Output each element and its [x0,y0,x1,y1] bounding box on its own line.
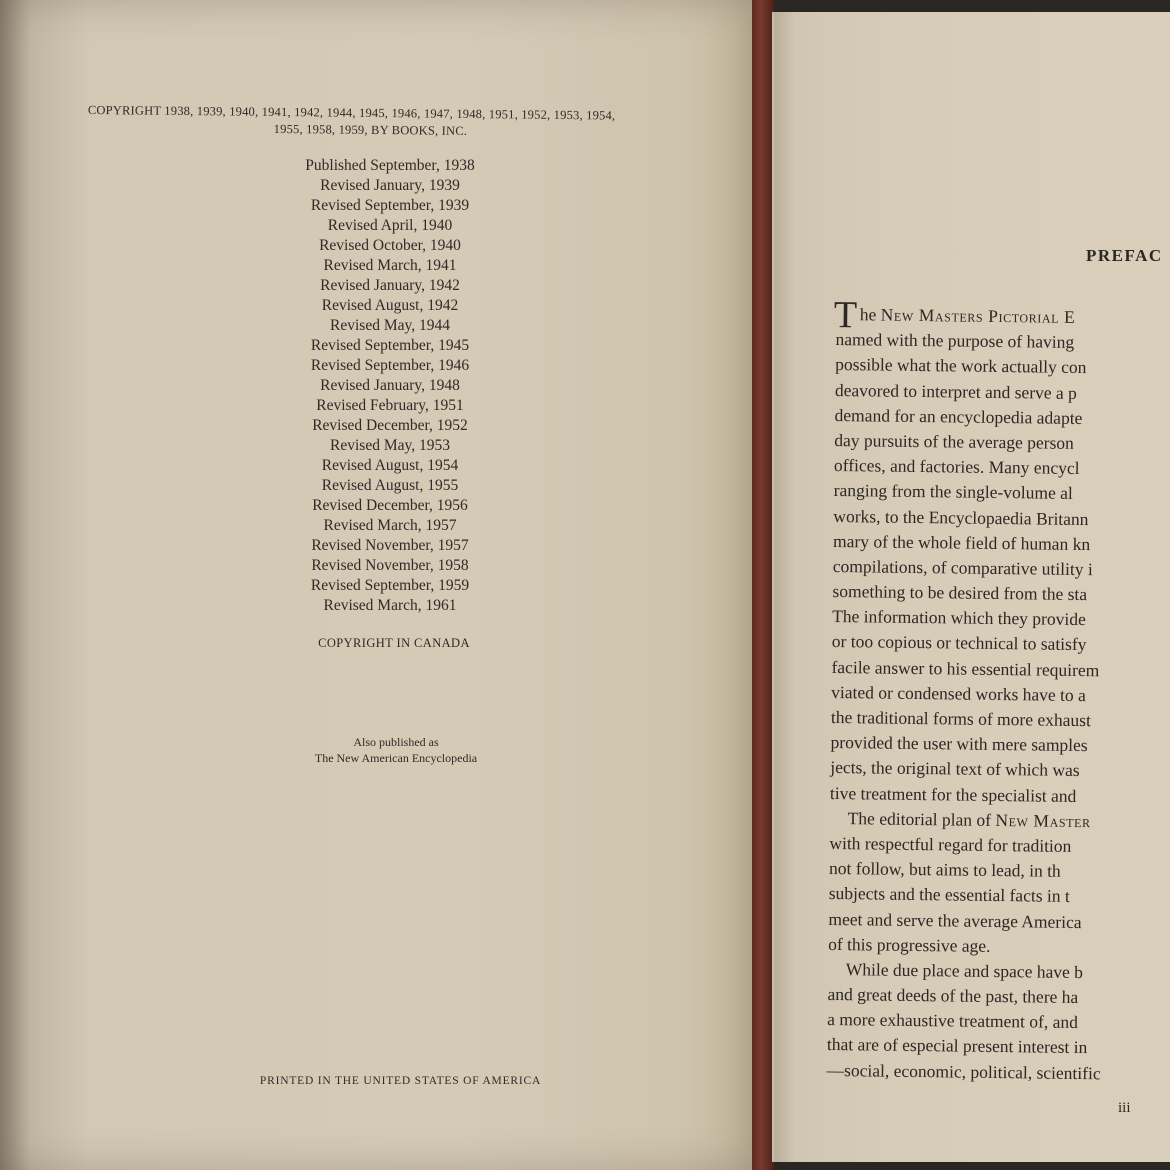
text-line: demand for an encyclopedia adapte [834,404,1083,428]
drop-cap: T [833,293,858,337]
revision-line: Revised December, 1952 [312,417,468,434]
revision-line: Revised September, 1939 [310,197,470,214]
revision-line: Revised May, 1953 [330,437,450,454]
text-line: meet and serve the average America [828,908,1082,932]
alternate-title: The New American Encyclopedia [314,751,478,765]
revision-line: Revised August, 1954 [321,457,459,474]
revision-line: Revised March, 1941 [323,257,457,274]
text-line: the traditional forms of more exhaust [830,706,1092,731]
revision-line: Revised September, 1945 [310,337,470,354]
text-line: not follow, but aims to lead, in th [828,858,1061,881]
text-line: a more exhaustive treatment of, and [827,1009,1079,1033]
revision-line: Revised March, 1957 [323,517,457,534]
copyright-canada: COPYRIGHT IN CANADA [318,636,470,650]
text-line: or too copious or technical to satisfy [831,631,1087,655]
revision-line: Revised January, 1939 [320,177,460,194]
text-line: possible what the work actually con [835,354,1087,378]
text-line: The information which they provide [832,606,1086,630]
text-line: tive treatment for the specialist and [829,782,1077,806]
text-line: named with the purpose of having [835,329,1075,353]
text-line: of this progressive age. [828,933,991,956]
revision-line: Revised August, 1955 [321,477,459,494]
printed-in-notice: PRINTED IN THE UNITED STATES OF AMERICA [259,1075,542,1087]
book-spine [752,0,774,1170]
text-line: that are of especial present interest in [826,1034,1088,1058]
copyright-line-2: 1955, 1958, 1959, BY BOOKS, INC. [273,121,468,138]
text-line: viated or condensed works have to a [831,681,1086,705]
paragraph-3 [826,982,1170,1087]
preface-heading: PREFAC [1086,246,1163,265]
revision-line: Revised September, 1946 [310,357,470,374]
text-line: jects, the original text of which was [830,757,1080,781]
text-line: with respectful regard for tradition [829,832,1072,856]
first-line-title: New Masters Pictorial E [880,304,1076,327]
also-published-label: Also published as [353,735,439,749]
paragraph-1 [830,327,1170,810]
revision-line: Revised August, 1942 [321,297,459,314]
revision-line: Revised January, 1942 [320,277,460,294]
revision-line: Revised December, 1956 [312,497,468,514]
text-line: works, to the Encyclopaedia Britann [833,505,1089,529]
revision-line: Published September, 1938 [305,157,475,174]
revision-line: Revised May, 1944 [330,317,450,334]
revision-line: Revised October, 1940 [319,237,461,254]
copyright-notice [88,102,688,142]
revision-line: Revised November, 1958 [311,557,469,574]
text-line: mary of the whole field of human kn [832,530,1091,554]
text-line: subjects and the essential facts in t [828,883,1070,907]
preface-first-line [833,293,1170,337]
revision-line: Revised November, 1957 [311,537,469,554]
revision-line: Revised September, 1959 [310,577,470,594]
text-line: day pursuits of the average person [834,429,1074,453]
preface-body [826,293,1170,1087]
revision-line: Revised April, 1940 [327,217,453,234]
also-published-note [250,734,542,766]
text-line: compilations, of comparative utility i [832,555,1093,580]
revision-history [250,156,530,616]
paragraph-3-start: While due place and space have b [845,959,1084,982]
revision-line: Revised January, 1948 [320,377,460,394]
text-line: offices, and factories. Many encycl [833,455,1080,479]
text-line: ranging from the single-volume al [833,480,1073,504]
text-line: facile answer to his essential requirem [831,656,1100,680]
text-line: —social, economic, political, scientific [826,1059,1101,1083]
first-line-text: he [859,304,881,325]
text-line: deavored to interpret and serve a p [834,379,1078,403]
revision-line: Revised March, 1961 [323,597,457,614]
para2-start-text: The editorial plan of [847,807,996,830]
text-line: something to be desired from the sta [832,581,1088,605]
text-line: and great deeds of the past, there ha [827,984,1079,1008]
page-number: iii [1118,1100,1131,1116]
text-line: provided the user with mere samples [830,732,1088,756]
paragraph-2 [828,831,1170,961]
revision-line: Revised February, 1951 [316,397,464,414]
para2-title: New Master [995,809,1091,831]
copyright-line-1: COPYRIGHT 1938, 1939, 1940, 1941, 1942, 1944, 1945, 1946, 1947, 1948, 1951, 1952, 1953, 1954, [87,102,616,123]
